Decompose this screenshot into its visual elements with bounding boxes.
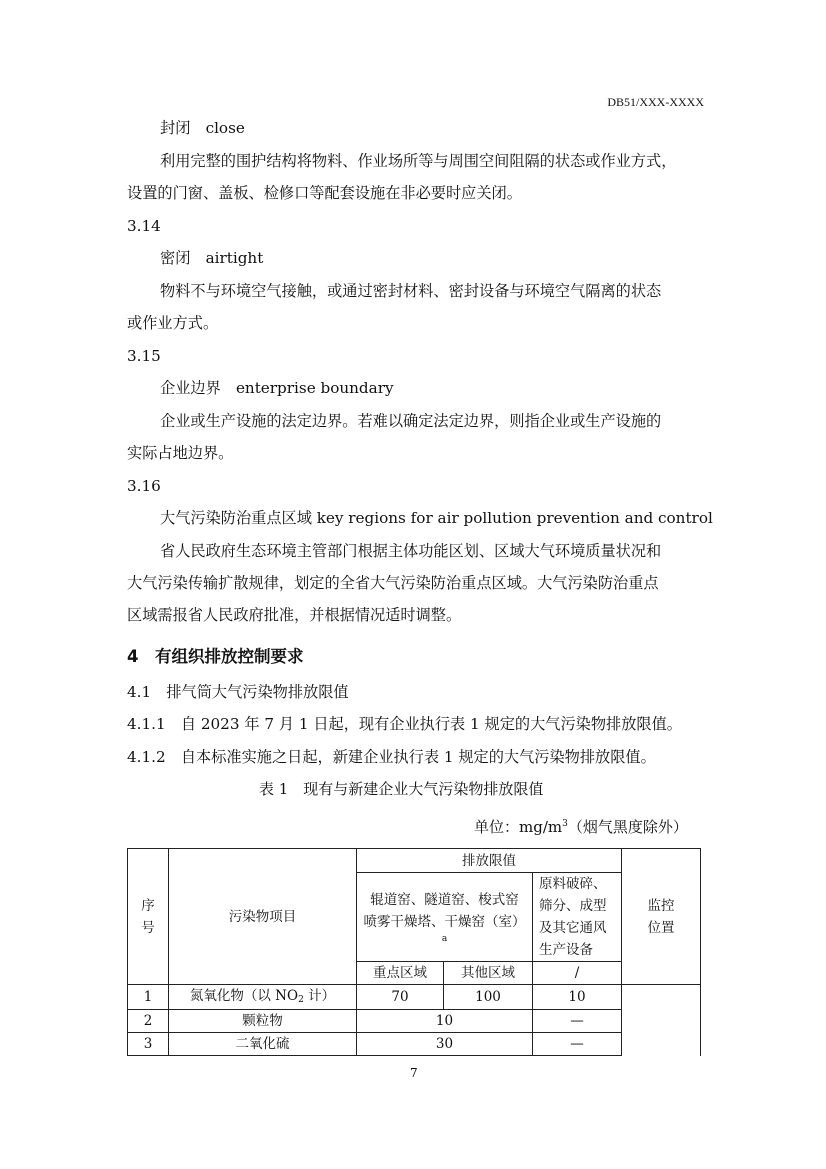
document-code: DB51/XXX-XXXX [607, 95, 704, 109]
definition-key-regions-line3: 区域需报省人民政府批准，并根据情况适时调整。 [127, 606, 462, 624]
table-row [128, 985, 701, 1010]
row-merged-value: 10 [357, 1010, 533, 1033]
row-item: 颗粒物 [169, 1010, 357, 1033]
row-seq: 1 [128, 985, 169, 1010]
page-number: 7 [410, 1066, 418, 1080]
monitor-location-cell [622, 985, 701, 1056]
definition-airtight-line2: 或作业方式。 [127, 314, 219, 332]
term-airtight: 密闭 airtight [160, 249, 264, 267]
row-raw-value: — [533, 1010, 622, 1033]
header-limits: 排放限值 [357, 849, 622, 873]
definition-boundary-line2: 实际占地边界。 [127, 444, 234, 462]
header-kiln-types: 辊道窑、隧道窑、梭式窑 喷雾干燥塔、干燥窑（室） a [357, 873, 533, 962]
term-key-regions: 大气污染防治重点区域 key regions for air pollution prevention and control [160, 509, 713, 527]
footnote-marker-a: a [441, 934, 448, 944]
header-key-region: 重点区域 [357, 962, 444, 985]
section-number-3-15: 3.15 [127, 347, 161, 365]
row-raw-value: — [533, 1033, 622, 1056]
clause-4-1-2: 4.1.2 自本标准实施之日起，新建企业执行表 1 规定的大气污染物排放限值。 [127, 748, 656, 766]
header-seq: 序 号 [128, 849, 169, 985]
definition-key-regions-line2: 大气污染传输扩散规律，划定的全省大气污染防治重点区域。大气污染防治重点 [127, 574, 659, 592]
section-number-3-16: 3.16 [127, 477, 161, 495]
clause-4-1: 4.1 排气筒大气污染物排放限值 [127, 683, 349, 701]
row-item: 二氧化硫 [169, 1033, 357, 1056]
clause-4-1-1: 4.1.1 自 2023 年 7 月 1 日起，现有企业执行表 1 规定的大气污染物排放限值。 [127, 715, 682, 733]
term-close: 封闭 close [160, 119, 245, 137]
row-key-value: 70 [357, 985, 444, 1010]
row-merged-value: 30 [357, 1033, 533, 1056]
row-seq: 3 [128, 1033, 169, 1056]
table-unit: 单位：$mg/m^3$（烟气黑度除外） [474, 818, 688, 836]
definition-close-line2: 设置的门窗、盖板、检修口等配套设施在非必要时应关闭。 [127, 184, 522, 202]
row-other-value: 100 [444, 985, 533, 1010]
header-raw-material: 原料破碎、 筛分、成型 及其它通风 生产设备 [533, 873, 622, 962]
header-item: 污染物项目 [169, 849, 357, 985]
header-monitor-location: 监控 位置 [622, 849, 701, 985]
table-caption: 表 1 现有与新建企业大气污染物排放限值 [259, 780, 544, 798]
table-row [128, 1010, 701, 1033]
definition-boundary-line1: 企业或生产设施的法定边界。若难以确定法定边界，则指企业或生产设施的 [160, 412, 662, 430]
emission-limits-table [127, 848, 701, 1056]
row-seq: 2 [128, 1010, 169, 1033]
term-enterprise-boundary: 企业边界 enterprise boundary [160, 379, 394, 397]
table-row [128, 1033, 701, 1056]
header-slash: / [533, 962, 622, 985]
definition-key-regions-line1: 省人民政府生态环境主管部门根据主体功能区划、区域大气环境质量状况和 [160, 542, 662, 560]
row-item: 氮氧化物（以 $NO_2$ 计） [169, 985, 357, 1010]
definition-airtight-line1: 物料不与环境空气接触，或通过密封材料、密封设备与环境空气隔离的状态 [160, 282, 662, 300]
definition-close-line1: 利用完整的围护结构将物料、作业场所等与周围空间阻隔的状态或作业方式， [160, 152, 677, 170]
header-other-region: 其他区域 [444, 962, 533, 985]
section-heading-4: 4 有组织排放控制要求 [127, 647, 304, 666]
row-raw-value: 10 [533, 985, 622, 1010]
section-number-3-14: 3.14 [127, 217, 161, 235]
